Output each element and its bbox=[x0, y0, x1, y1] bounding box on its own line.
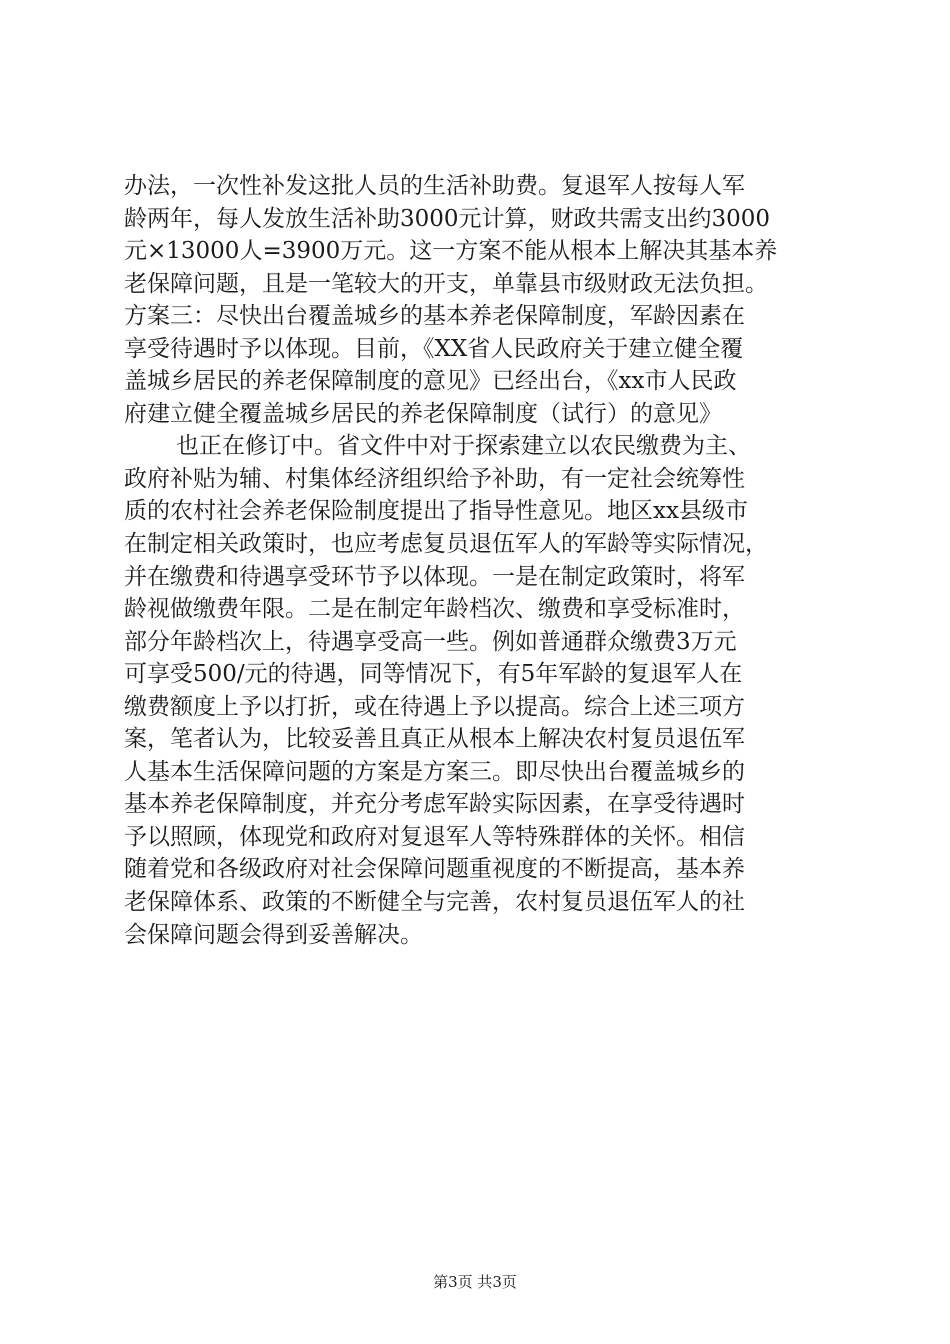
page-footer bbox=[0, 1272, 950, 1292]
text-line: 盖城乡居民的养老保障制度的意见》已经出台，《xx市人民政 bbox=[124, 368, 737, 395]
text-line: 会保障问题会得到妥善解决。 bbox=[124, 921, 423, 948]
text-line: 老保障体系、政策的不断健全与完善，农村复员退伍军人的社 bbox=[124, 889, 745, 916]
text-line: 老保障问题，且是一笔较大的开支，单靠县市级财政无法负担。 bbox=[124, 270, 768, 297]
text-line: 政府补贴为辅、村集体经济组织给予补助，有一定社会统筹性 bbox=[124, 465, 745, 492]
document-body bbox=[124, 170, 844, 951]
text-line: 在制定相关政策时，也应考虑复员退伍军人的军龄等实际情况， bbox=[124, 531, 768, 558]
text-line: 人基本生活保障问题的方案是方案三。即尽快出台覆盖城乡的 bbox=[124, 758, 745, 785]
text-line: 可享受500/元的待遇，同等情况下，有5年军龄的复退军人在 bbox=[124, 661, 743, 688]
text-line: 元×13000人=3900万元。这一方案不能从根本上解决其基本养 bbox=[124, 238, 778, 265]
text-line: 缴费额度上予以打折，或在待遇上予以提高。综合上述三项方 bbox=[124, 693, 745, 720]
text-line: 办法，一次性补发这批人员的生活补助费。复退军人按每人军 bbox=[124, 173, 745, 199]
paragraph-first-line: 也正在修订中。省文件中对于探索建立以农民缴费为主、 bbox=[176, 433, 751, 460]
text-line: 并在缴费和待遇享受环节予以体现。一是在制定政策时，将军 bbox=[124, 563, 745, 590]
text-line: 随着党和各级政府对社会保障问题重视度的不断提高，基本养 bbox=[124, 856, 745, 883]
text-line: 基本养老保障制度，并充分考虑军龄实际因素，在享受待遇时 bbox=[124, 791, 745, 818]
text-line: 部分年龄档次上，待遇享受高一些。例如普通群众缴费3万元 bbox=[124, 628, 737, 655]
text-line: 府建立健全覆盖城乡居民的养老保障制度（试行）的意见》 bbox=[124, 400, 722, 427]
text-line: 龄两年，每人发放生活补助3000元计算，财政共需支出约3000 bbox=[124, 205, 771, 232]
text-line: 享受待遇时予以体现。目前，《XX省人民政府关于建立健全覆 bbox=[124, 335, 744, 362]
page-number: 第3页 共3页 bbox=[433, 1273, 517, 1291]
text-line: 龄视做缴费年限。二是在制定年龄档次、缴费和享受标准时， bbox=[124, 596, 745, 623]
text-line: 予以照顾，体现党和政府对复退军人等特殊群体的关怀。相信 bbox=[124, 823, 745, 850]
text-line: 质的农村社会养老保险制度提出了指导性意见。地区xx县级市 bbox=[124, 498, 748, 525]
text-line: 案，笔者认为，比较妥善且真正从根本上解决农村复员退伍军 bbox=[124, 726, 745, 753]
text-line: 方案三：尽快出台覆盖城乡的基本养老保障制度，军龄因素在 bbox=[124, 303, 745, 330]
